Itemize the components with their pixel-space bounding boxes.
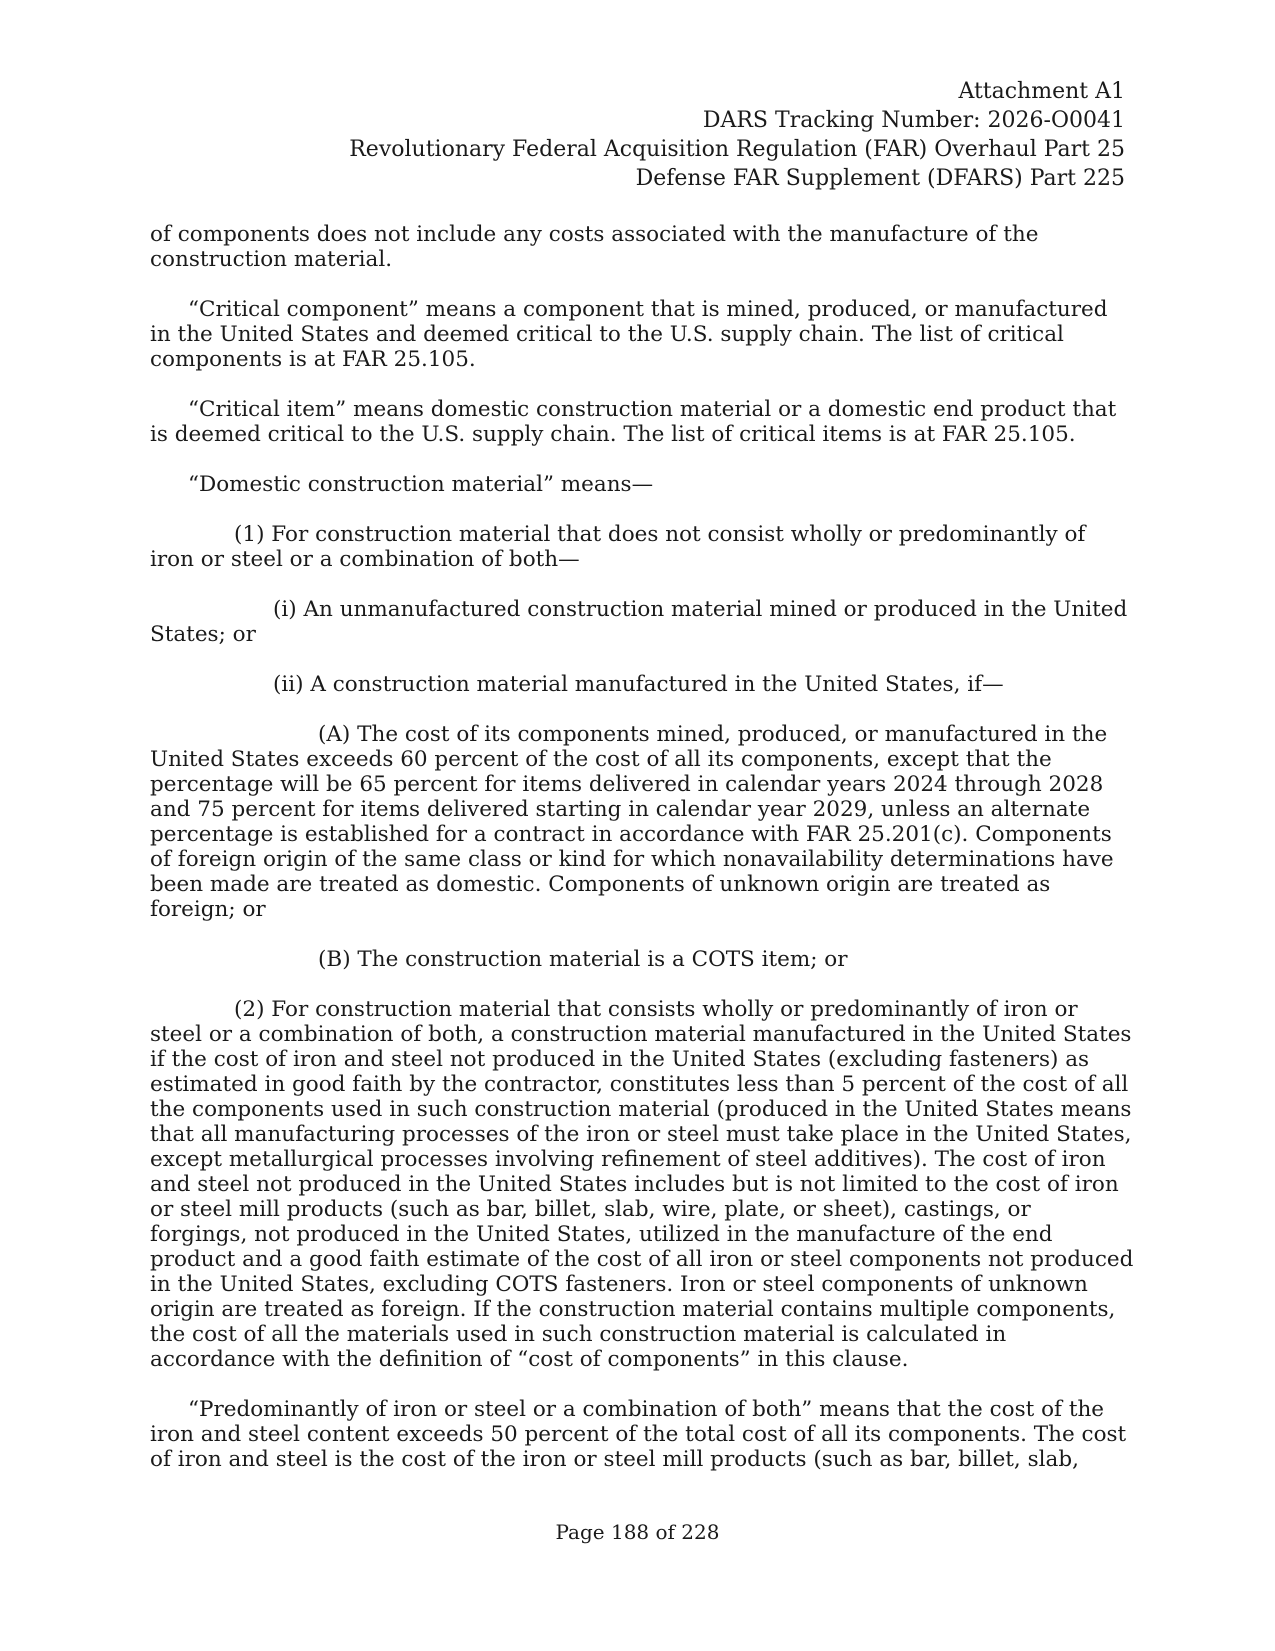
page-header [349, 77, 1125, 193]
header-dfars-title: Defense FAR Supplement (DFARS) Part 225 [635, 166, 1125, 191]
header-tracking-number: DARS Tracking Number: 2026-O0041 [702, 108, 1125, 133]
definition-predominantly-iron-or-steel: “Predominantly of iron or steel or a combination of both” means that the cost of the iron and steel content exceeds 50 percent of the total cost of all its components. The cost of iron and steel is the cost of the iron or steel mill products (such as bar, billet, slab, [150, 1397, 1127, 1472]
paragraph-item-ii: (ii) A construction material manufactured in the United States, if— [273, 672, 1004, 697]
paragraph-item-A: (A) The cost of its components mined, produced, or manufactured in the United States exceeds 60 percent of the cost of all its components, except that the percentage will be 65 percent for items delivered in calendar years 2024 through 2028 and 75 percent for items delivered starting in calendar year 2029, unless an alternate percentage is established for a contract in accordance with FAR 25.201(c). Components of foreign origin of the same class or kind for which nonavailability determinations have been made are treated as domestic. Components of unknown origin are treated as foreign; or [150, 722, 1114, 922]
paragraph-item-i: (i) An unmanufactured construction material mined or produced in the United States; or [150, 597, 1128, 647]
definition-critical-item: “Critical item” means domestic construction material or a domestic end product that is deemed critical to the U.S. supply chain. The list of critical items is at FAR 25.105. [150, 397, 1117, 447]
paragraph-item-1: (1) For construction material that does not consist wholly or predominantly of iron or steel or a combination of both— [150, 522, 1086, 572]
definition-domestic-construction-material: “Domestic construction material” means— [188, 472, 654, 497]
paragraph-item-B: (B) The construction material is a COTS item; or [318, 947, 848, 972]
header-far-title: Revolutionary Federal Acquisition Regulation (FAR) Overhaul Part 25 [349, 137, 1125, 162]
definition-critical-component: “Critical component” means a component that is mined, produced, or manufactured in the United States and deemed critical to the U.S. supply chain. The list of critical components is at FAR 25.105. [150, 297, 1108, 372]
page-number: Page 188 of 228 [555, 1520, 720, 1544]
document-body [150, 222, 1134, 1497]
header-attachment: Attachment A1 [958, 79, 1125, 104]
paragraph-item-2: (2) For construction material that consists wholly or predominantly of iron or steel or a combination of both, a construction material manufactured in the United States if the cost of iron and steel not produced in the United States (excluding fasteners) as estimated in good faith by the contractor, constitutes less than 5 percent of the cost of all the components used in such construction material (produced in the United States means that all manufacturing processes of the iron or steel must take place in the United States, except metallurgical processes involving refinement of steel additives). The cost of iron and steel not produced in the United States includes but is not limited to the cost of iron or steel mill products (such as bar, billet, slab, wire, plate, or sheet), castings, or forgings, not produced in the United States, utilized in the manufacture of the end product and a good faith estimate of the cost of all iron or steel components not produced in the United States, excluding COTS fasteners. Iron or steel components of unknown origin are treated as foreign. If the construction material contains multiple components, the cost of all the materials used in such construction material is calculated in accordance with the definition of “cost of components” in this clause. [150, 997, 1134, 1372]
paragraph-cost-of-components-continued: of components does not include any costs associated with the manufacture of the construction material. [150, 222, 1039, 272]
